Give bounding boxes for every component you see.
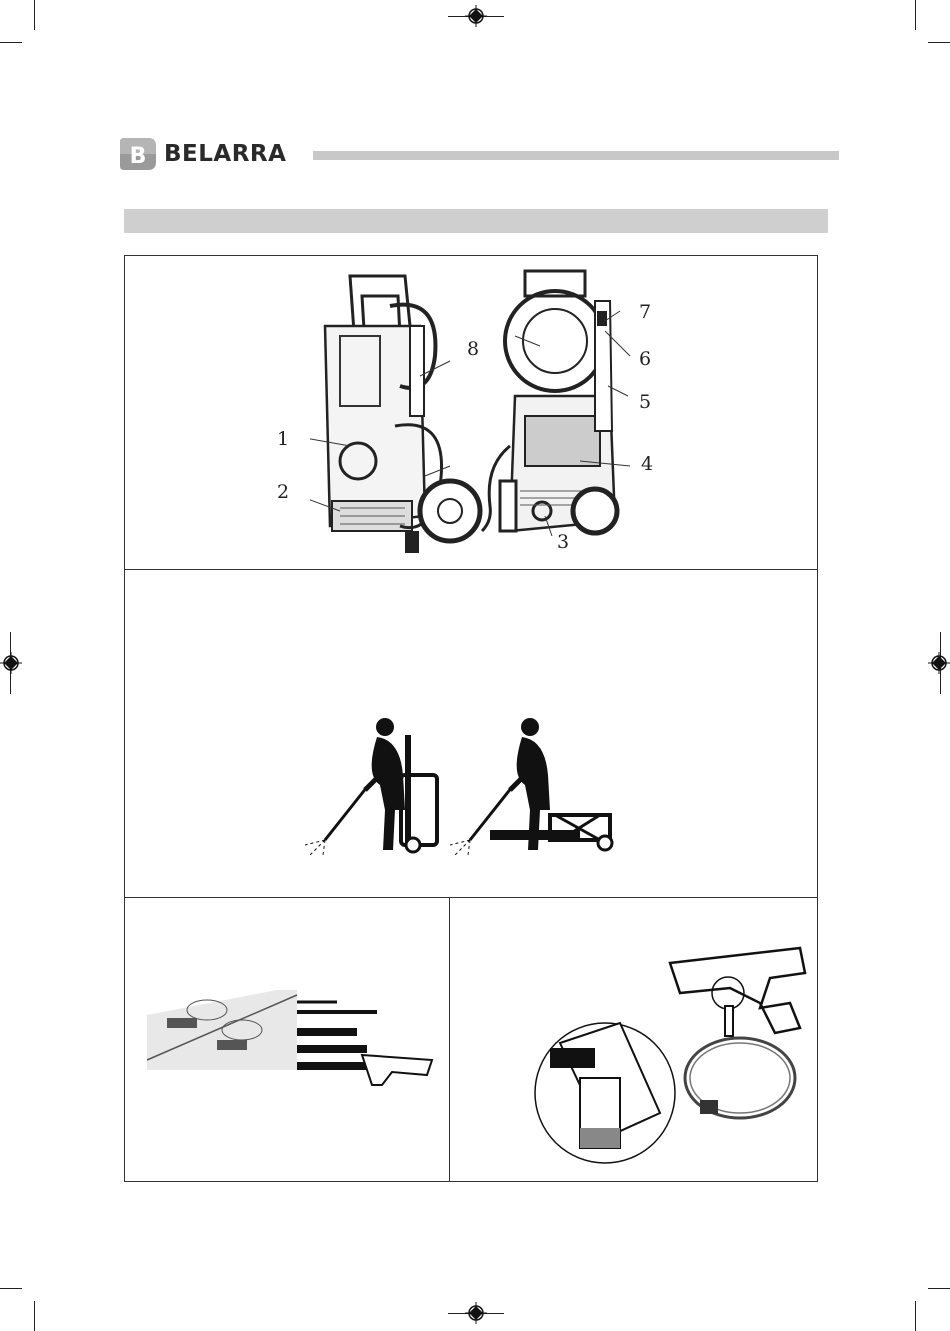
callout-label-5: 5 xyxy=(639,391,652,413)
crop-mark-top-right-v xyxy=(915,0,916,30)
callout-label-3: 3 xyxy=(557,531,570,553)
crop-mark-bottom-left-v xyxy=(34,1301,35,1331)
spray-gun-hose-illustration xyxy=(530,928,820,1168)
callout-label-2: 2 xyxy=(277,481,290,503)
operator-upright-position-illustration xyxy=(305,715,455,855)
brand-name: BELARRA xyxy=(164,141,287,167)
crop-mark-top-right-h xyxy=(928,42,950,43)
registration-mark-right-icon xyxy=(928,652,950,674)
registration-mark-top-icon xyxy=(465,5,487,27)
crop-mark-top-left-v xyxy=(34,0,35,30)
brand-shield-icon xyxy=(118,134,158,174)
nozzle-connection-illustration xyxy=(147,990,437,1090)
accessory-assembly-panel xyxy=(124,897,450,1182)
operator-horizontal-position-illustration xyxy=(450,715,620,855)
registration-mark-bottom-icon xyxy=(465,1302,487,1324)
parts-diagram-panel xyxy=(124,255,818,570)
header-rule xyxy=(313,151,839,160)
crop-mark-top-left-h xyxy=(0,42,22,43)
section-title-bar xyxy=(124,209,828,233)
logo-letter: B xyxy=(129,144,147,169)
registration-mark-left-icon xyxy=(0,652,22,674)
crop-mark-bottom-right-h xyxy=(928,1288,950,1289)
callout-label-1: 1 xyxy=(277,428,290,450)
crop-mark-bottom-right-v xyxy=(915,1301,916,1331)
brand-logo xyxy=(118,134,286,174)
callout-label-6: 6 xyxy=(639,348,652,370)
callout-label-8: 8 xyxy=(467,338,480,360)
callout-label-4: 4 xyxy=(641,453,654,475)
crop-mark-bottom-left-h xyxy=(0,1288,22,1289)
callout-label-7: 7 xyxy=(639,301,652,323)
hose-gun-connection-panel xyxy=(449,897,818,1182)
operating-position-panel xyxy=(124,569,818,898)
